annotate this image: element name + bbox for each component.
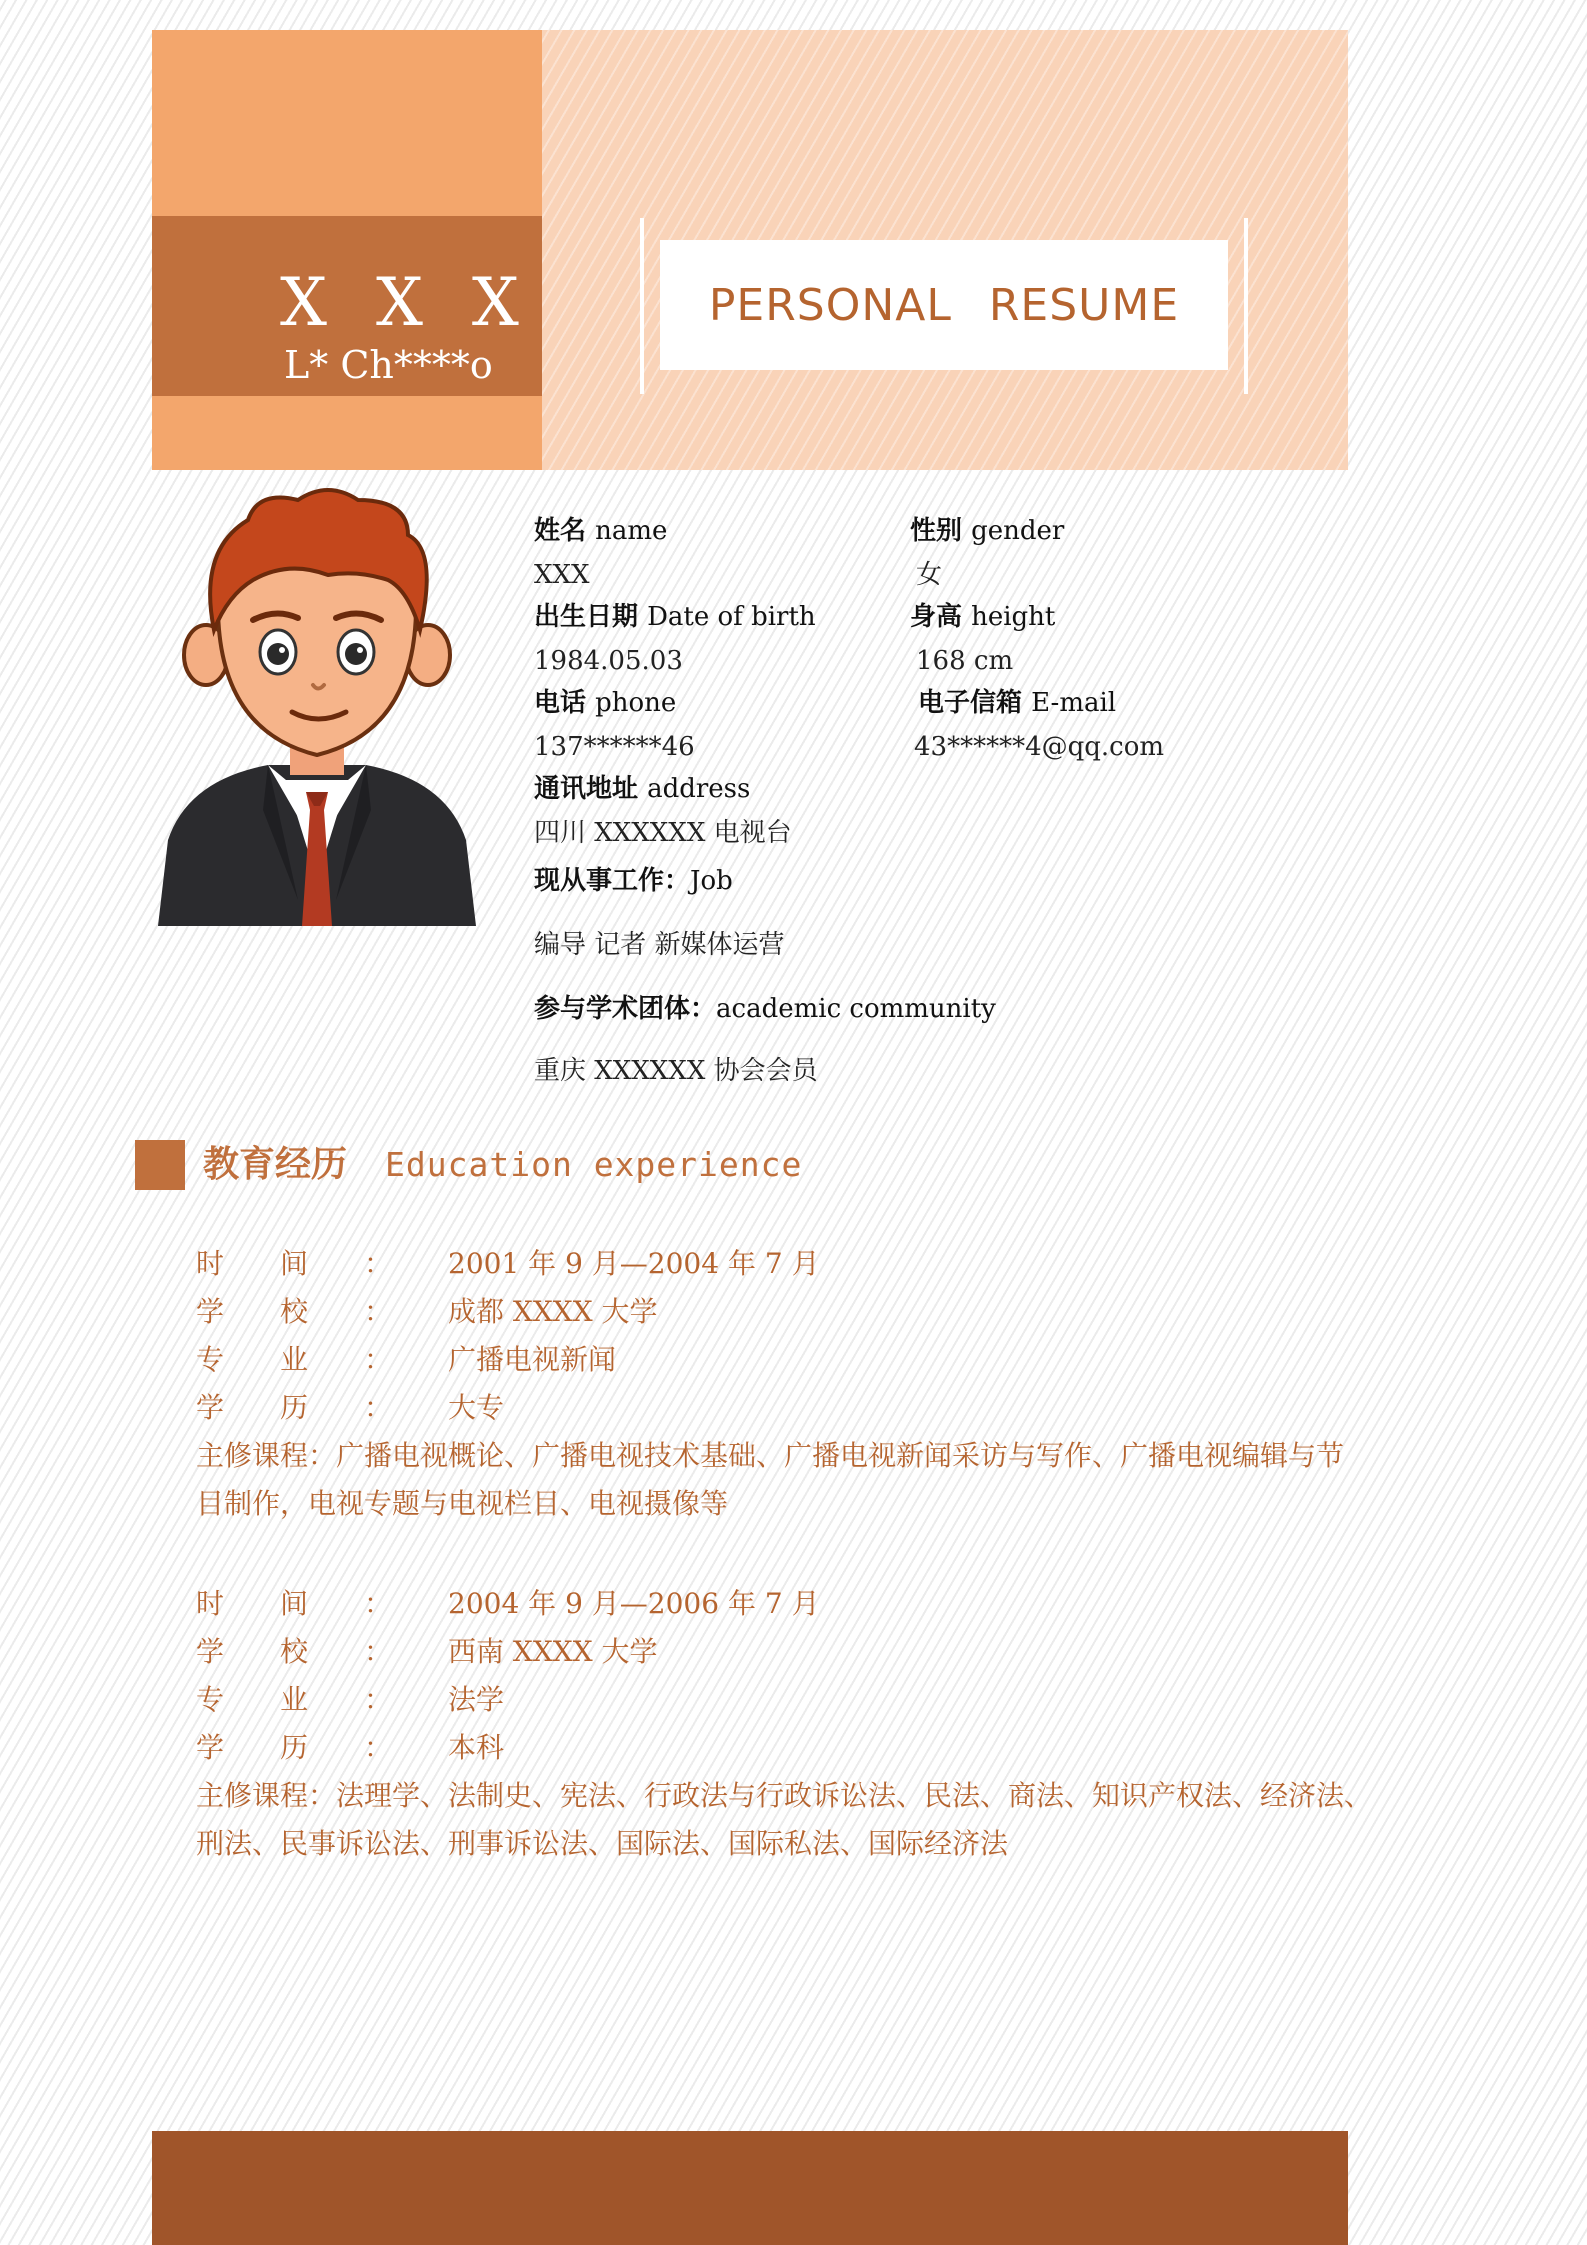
candidate-pinyin: L* Ch****o <box>284 343 493 387</box>
address-label: 通讯地址 address <box>534 774 751 804</box>
community-value: 重庆 XXXXXX 协会会员 <box>534 1056 818 1086</box>
edu-major: 专业：广播电视新闻 <box>196 1343 617 1376</box>
candidate-name: X X X <box>280 264 533 341</box>
height-label: 身高 height <box>910 602 1056 632</box>
edu-major: 专业：法学 <box>196 1683 505 1716</box>
education-heading: 教育经历 Education experience <box>203 1143 803 1185</box>
job-value: 编导 记者 新媒体运营 <box>534 930 785 960</box>
title-divider-right <box>1244 218 1248 394</box>
edu-time: 时间：2004 年 9 月—2006 年 7 月 <box>196 1587 820 1620</box>
education-entry <box>196 1240 1376 1528</box>
address-value: 四川 XXXXXX 电视台 <box>534 818 792 848</box>
avatar <box>158 480 476 926</box>
community-label: 参与学术团体：academic community <box>534 994 996 1024</box>
name-label: 姓名 name <box>534 516 668 546</box>
edu-time: 时间：2001 年 9 月—2004 年 7 月 <box>196 1247 820 1280</box>
edu-courses: 主修课程：法理学、法制史、宪法、行政法与行政诉讼法、民法、商法、知识产权法、经济法、 <box>196 1779 1373 1812</box>
resume-title-box <box>660 240 1228 370</box>
section-marker <box>135 1140 185 1190</box>
height-value: 168 cm <box>916 646 1014 676</box>
edu-degree: 学历：本科 <box>196 1731 505 1764</box>
email-value: 43******4@qq.com <box>914 732 1165 762</box>
edu-school: 学校：西南 XXXX 大学 <box>196 1635 658 1668</box>
title-divider-left <box>640 218 644 394</box>
birth-label: 出生日期 Date of birth <box>534 602 816 632</box>
footer-bar <box>152 2131 1348 2245</box>
birth-value: 1984.05.03 <box>534 646 683 676</box>
education-entry <box>196 1580 1376 1868</box>
edu-degree: 学历：大专 <box>196 1391 505 1424</box>
email-label: 电子信箱 E-mail <box>918 688 1117 718</box>
name-value: XXX <box>534 560 590 590</box>
phone-label: 电话 phone <box>534 688 677 718</box>
edu-school: 学校：成都 XXXX 大学 <box>196 1295 658 1328</box>
edu-courses-cont: 目制作，电视专题与电视栏目、电视摄像等 <box>196 1487 729 1520</box>
gender-value: 女 <box>916 560 943 590</box>
edu-courses-cont: 刑法、民事诉讼法、刑事诉讼法、国际法、国际私法、国际经济法 <box>196 1827 1009 1860</box>
resume-title: PERSONAL RESUME <box>708 279 1180 331</box>
phone-value: 137******46 <box>534 732 695 762</box>
edu-courses: 主修课程：广播电视概论、广播电视技术基础、广播电视新闻采访与写作、广播电视编辑与节 <box>196 1439 1345 1472</box>
job-label: 现从事工作：Job <box>534 866 733 896</box>
gender-label: 性别 gender <box>910 516 1065 546</box>
